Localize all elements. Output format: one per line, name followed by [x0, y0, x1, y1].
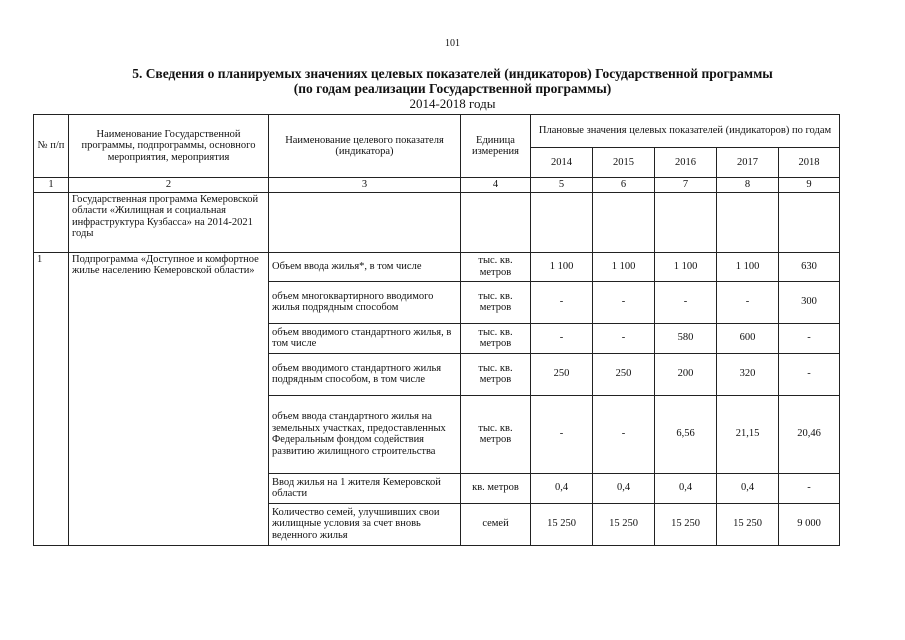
indicator-unit: тыс. кв. метров	[461, 323, 531, 353]
indicator-name: объем вводимого стандартного жилья подрядным способом, в том числе	[269, 353, 461, 395]
value-cell: -	[531, 395, 593, 473]
subprogram-name: Подпрограмма «Доступное и комфортное жилье населению Кемеровской области»	[69, 252, 269, 545]
value-cell: 6,56	[655, 395, 717, 473]
value-cell: 1 100	[717, 252, 779, 281]
value-cell: 15 250	[655, 503, 717, 545]
column-number: 4	[461, 178, 531, 193]
value-cell: 0,4	[655, 473, 717, 503]
column-number: 8	[717, 178, 779, 193]
header-year: 2017	[717, 148, 779, 178]
header-year: 2016	[655, 148, 717, 178]
indicator-name: Объем ввода жилья*, в том числе	[269, 252, 461, 281]
value-cell: 630	[779, 252, 840, 281]
value-cell: 1 100	[593, 252, 655, 281]
empty-cell	[717, 192, 779, 252]
header-year: 2015	[593, 148, 655, 178]
program-name: Государственная программа Кемеровской области «Жилищная и социальная инфраструктура Кузбасса» на 2014-2021 годы	[69, 192, 269, 252]
indicator-row	[34, 252, 840, 281]
header-row-1	[34, 115, 840, 148]
value-cell: -	[717, 281, 779, 323]
program-num-cell	[34, 192, 69, 252]
header-program-name: Наименование Государственной программы, подпрограммы, основного мероприятия, мероприятия	[69, 115, 269, 178]
value-cell: 600	[717, 323, 779, 353]
column-number: 9	[779, 178, 840, 193]
value-cell: 15 250	[531, 503, 593, 545]
empty-cell	[269, 192, 461, 252]
column-number: 3	[269, 178, 461, 193]
empty-cell	[531, 192, 593, 252]
indicator-name: объем ввода стандартного жилья на земельных участках, предоставленных Федеральным фондом содействия развитию жилищного строительства	[269, 395, 461, 473]
column-number: 7	[655, 178, 717, 193]
value-cell: 15 250	[717, 503, 779, 545]
value-cell: 0,4	[531, 473, 593, 503]
value-cell: 250	[593, 353, 655, 395]
empty-cell	[779, 192, 840, 252]
value-cell: 250	[531, 353, 593, 395]
empty-cell	[655, 192, 717, 252]
value-cell: -	[531, 281, 593, 323]
indicator-name: Ввод жилья на 1 жителя Кемеровской области	[269, 473, 461, 503]
column-number: 2	[69, 178, 269, 193]
header-year: 2014	[531, 148, 593, 178]
column-number: 1	[34, 178, 69, 193]
title-years: 2014-2018 годы	[409, 96, 496, 111]
column-number: 6	[593, 178, 655, 193]
title-line-1: 5. Сведения о планируемых значениях целевых показателей (индикаторов) Государственной программы	[132, 66, 773, 81]
value-cell: -	[779, 473, 840, 503]
header-year: 2018	[779, 148, 840, 178]
title-line-2: (по годам реализации Государственной программы)	[293, 81, 612, 96]
indicator-unit: тыс. кв. метров	[461, 252, 531, 281]
value-cell: -	[593, 323, 655, 353]
value-cell: -	[531, 323, 593, 353]
indicator-unit: семей	[461, 503, 531, 545]
header-unit: Единица измерения	[461, 115, 531, 178]
value-cell: -	[779, 353, 840, 395]
value-cell: 1 100	[655, 252, 717, 281]
value-cell: 320	[717, 353, 779, 395]
value-cell: -	[779, 323, 840, 353]
program-row	[34, 192, 840, 252]
value-cell: 21,15	[717, 395, 779, 473]
title-block	[30, 66, 875, 111]
value-cell: 20,46	[779, 395, 840, 473]
value-cell: -	[593, 395, 655, 473]
value-cell: 300	[779, 281, 840, 323]
column-number: 5	[531, 178, 593, 193]
column-numbers-row	[34, 178, 840, 193]
value-cell: 1 100	[531, 252, 593, 281]
indicator-name: объем многоквартирного вводимого жилья подрядным способом	[269, 281, 461, 323]
value-cell: 580	[655, 323, 717, 353]
header-num: № п/п	[34, 115, 69, 178]
indicator-unit: тыс. кв. метров	[461, 353, 531, 395]
value-cell: 15 250	[593, 503, 655, 545]
indicator-unit: тыс. кв. метров	[461, 281, 531, 323]
value-cell: 200	[655, 353, 717, 395]
header-indicator-name: Наименование целевого показателя (индикатора)	[269, 115, 461, 178]
value-cell: -	[655, 281, 717, 323]
page-number: 101	[445, 38, 460, 49]
value-cell: 0,4	[593, 473, 655, 503]
indicator-unit: кв. метров	[461, 473, 531, 503]
indicators-table	[33, 114, 840, 546]
empty-cell	[593, 192, 655, 252]
indicator-name: объем вводимого стандартного жилья, в том числе	[269, 323, 461, 353]
value-cell: 0,4	[717, 473, 779, 503]
subprogram-num: 1	[34, 252, 69, 545]
empty-cell	[461, 192, 531, 252]
indicator-unit: тыс. кв. метров	[461, 395, 531, 473]
header-planned-values: Плановые значения целевых показателей (индикаторов) по годам	[531, 115, 840, 148]
value-cell: -	[593, 281, 655, 323]
indicator-name: Количество семей, улучшивших свои жилищные условия за счет вновь веденного жилья	[269, 503, 461, 545]
value-cell: 9 000	[779, 503, 840, 545]
